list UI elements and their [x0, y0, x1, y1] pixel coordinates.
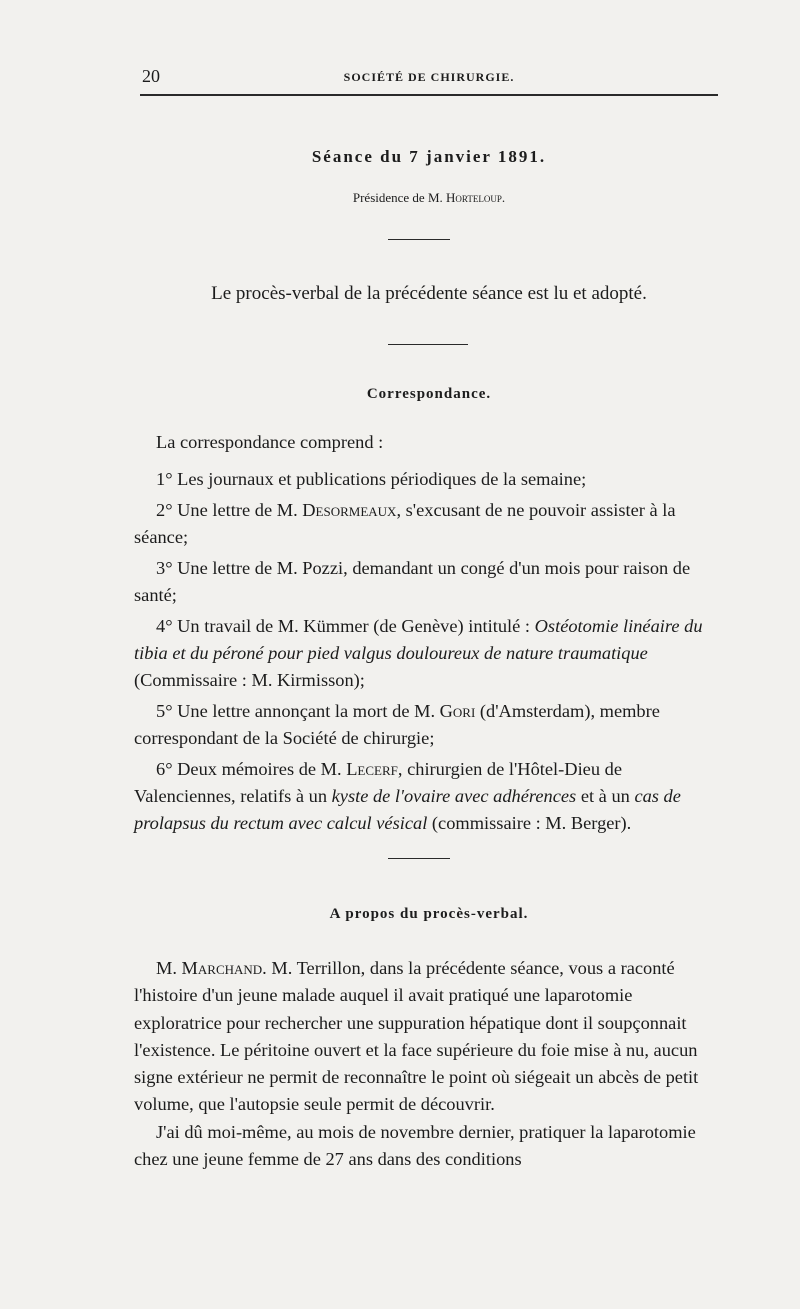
item-text: et à un: [576, 786, 635, 806]
presidence-prefix: Présidence de M.: [352, 190, 447, 205]
a-propos-heading: A propos du procès-verbal.: [329, 906, 529, 922]
correspondance-item-5: [134, 698, 718, 752]
speaker-name: M. Marchand.: [156, 958, 267, 978]
correspondance-heading: Correspondance.: [366, 386, 492, 402]
item-text: (d'Amsterdam), membre correspondant de la Société de chirurgie;: [134, 701, 660, 748]
correspondance-intro: La correspondance comprend :: [156, 432, 384, 452]
work-title: Ostéotomie linéaire du tibia et du péroné pour pied valgus douloureux de nature traumatique: [134, 616, 703, 663]
item-text: , chirurgien de l'Hôtel-Dieu de Valenciennes, relatifs à un: [134, 759, 622, 806]
item-text: 6° Deux mémoires de M.: [156, 759, 347, 779]
seance-title: Séance du 7 janvier 1891.: [311, 147, 547, 166]
divider-rule: [388, 344, 468, 345]
a-propos-paragraph-1: [134, 955, 718, 1119]
correspondance-item-2: [134, 497, 718, 551]
correspondance-item-1: [134, 466, 718, 493]
item-text: (Commissaire : M. Kirmisson);: [134, 670, 365, 690]
journal-title: SOCIÉTÉ DE CHIRURGIE.: [343, 70, 515, 84]
person-name: Gori: [439, 701, 476, 721]
paragraph-text: M. Terrillon, dans la précédente séance, vous a raconté l'histoire d'un jeune malade auquel il avait pratiqué une laparotomie exploratrice pour rechercher une suppuration hépatique dont il soupçonnait l'existence. Le péritoine ouvert et la face supérieure du foie mise à nu, aucun signe extérieur ne permit de reconnaître le point où siégeait un abcès de petit volume, que l'autopsie seule permit de découvrir.: [134, 958, 699, 1115]
work-title: cas de prolapsus du rectum avec calcul vésical: [134, 786, 681, 833]
person-name: Lecerf: [346, 759, 398, 779]
item-text: 1° Les journaux et publications périodiques de la semaine;: [156, 469, 587, 489]
page-number: 20: [142, 66, 160, 86]
presidence-line: [140, 190, 718, 206]
correspondance-body: [134, 429, 718, 837]
a-propos-body: [134, 955, 718, 1173]
divider-rule: [388, 239, 450, 240]
correspondance-item-4: [134, 613, 718, 694]
proces-verbal-line: Le procès-verbal de la précédente séance est lu et adopté.: [211, 283, 647, 304]
running-head: [140, 66, 718, 96]
a-propos-paragraph-2: J'ai dû moi-même, au mois de novembre dernier, pratiquer la laparotomie chez une jeune femme de 27 ans dans des conditions: [134, 1121, 696, 1170]
item-text: , s'excusant de ne pouvoir assister à la séance;: [134, 500, 676, 547]
item-text: 5° Une lettre annonçant la mort de M.: [156, 701, 440, 721]
work-title: kyste de l'ovaire avec adhérences: [331, 786, 577, 806]
person-name: Desormeaux: [302, 500, 397, 520]
item-text: (commissaire : M. Berger).: [427, 813, 632, 833]
president-name: Horteloup.: [446, 190, 506, 205]
item-text: 2° Une lettre de M.: [156, 500, 303, 520]
item-text: 4° Un travail de M. Kümmer (de Genève) intitulé :: [156, 616, 535, 636]
divider-rule: [388, 858, 450, 859]
correspondance-item-6: [134, 756, 718, 837]
item-text: 3° Une lettre de M. Pozzi, demandant un congé d'un mois pour raison de santé;: [134, 558, 691, 605]
correspondance-item-3: [134, 555, 718, 609]
